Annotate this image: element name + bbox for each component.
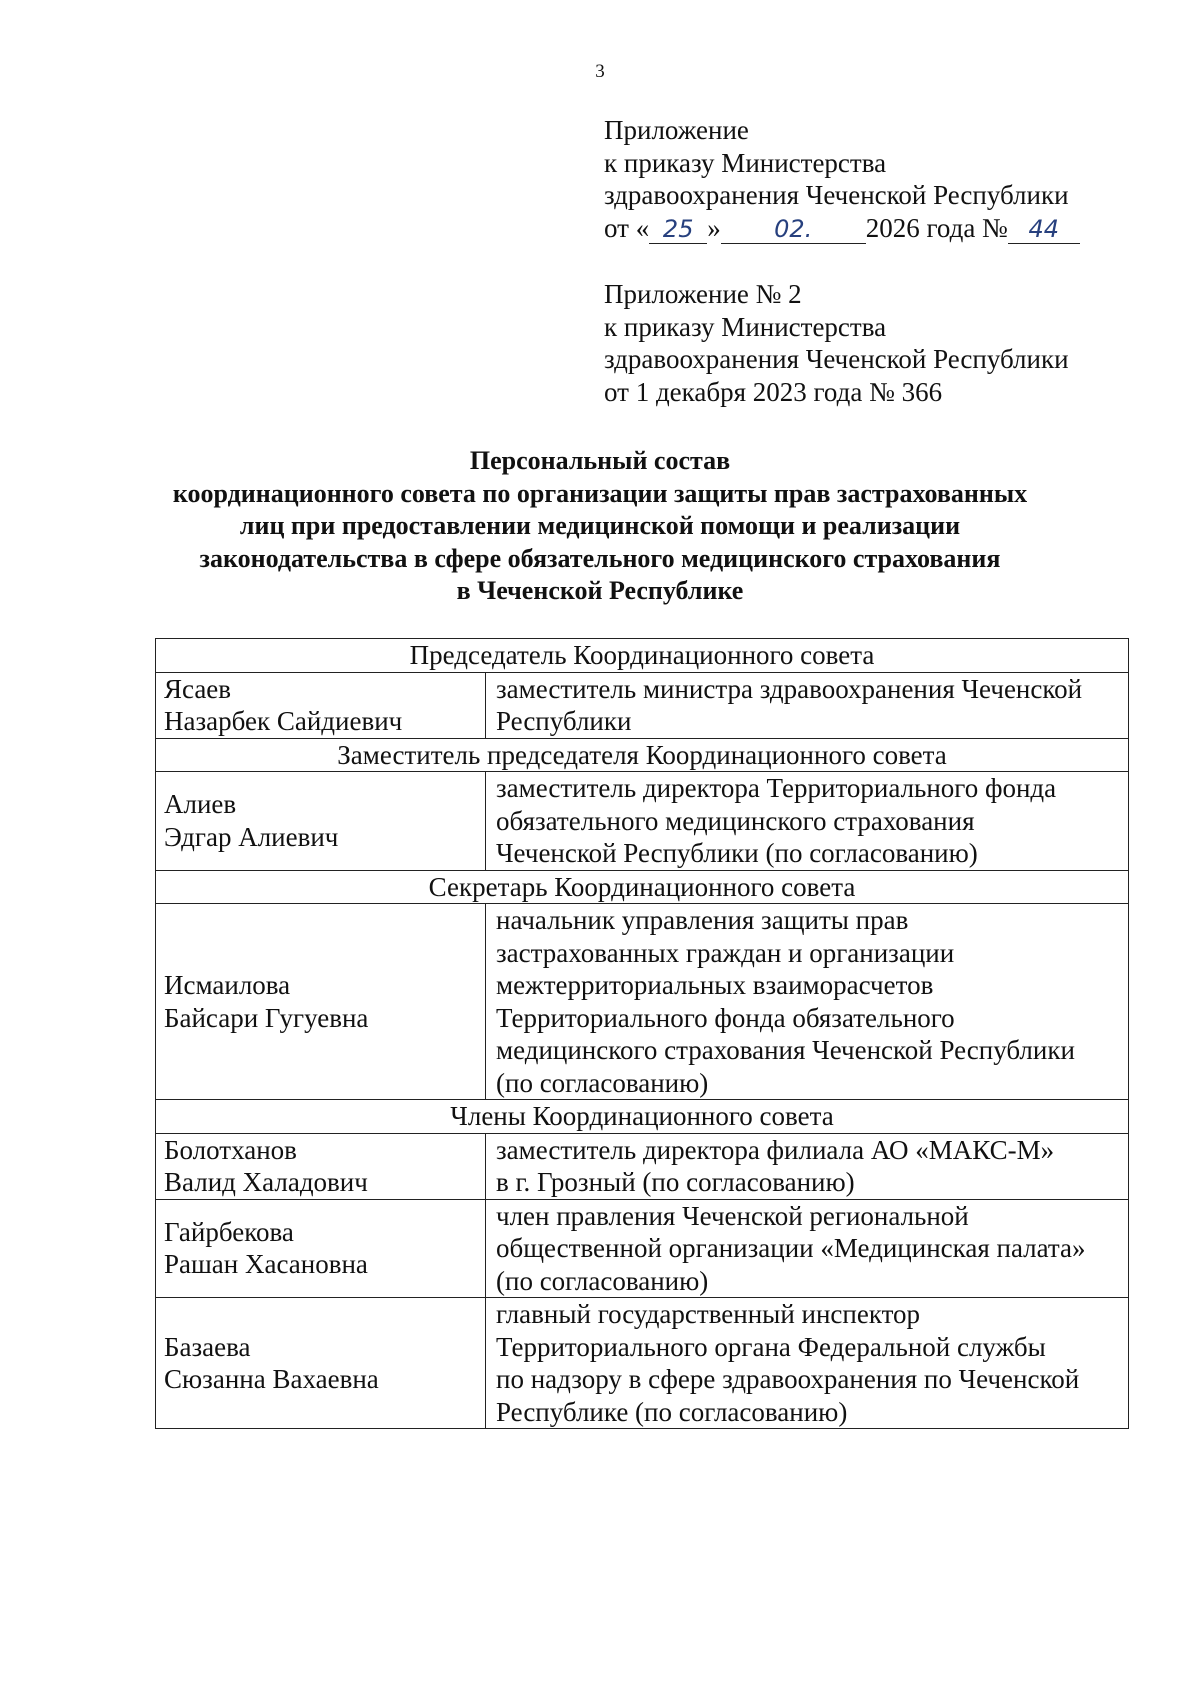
- document-title-line: лиц при предоставлении медицинской помощи и реализации: [239, 511, 961, 540]
- document-title-line: координационного совета по организации защиты прав застрахованных: [172, 478, 1028, 508]
- member-position-cell: [486, 672, 1129, 738]
- date-day-handwritten: 25: [662, 214, 694, 243]
- member-name-cell: [156, 772, 486, 871]
- section-row: [156, 639, 1129, 673]
- member-position-line: начальник управления защиты прав: [496, 905, 909, 935]
- member-position-cell: [486, 904, 1129, 1100]
- appendix-previous-date: от 1 декабря 2023 года № 366: [604, 376, 943, 407]
- member-position-line: заместитель директора Территориального фонда: [496, 773, 1057, 803]
- appendix-ministry: здравоохранения Чеченской Республики: [604, 180, 1069, 210]
- member-position-line: главный государственный инспектор: [496, 1299, 921, 1329]
- appendix-title: Приложение: [604, 115, 749, 145]
- date-quote-close: »: [707, 212, 721, 243]
- member-given-names: Сюзанна Вахаевна: [164, 1364, 379, 1394]
- section-row: [156, 870, 1129, 904]
- table-row: [156, 1133, 1129, 1199]
- section-row: [156, 738, 1129, 772]
- member-position-line: член правления Чеченской региональной: [496, 1200, 969, 1231]
- section-row: [156, 1100, 1129, 1134]
- table-row: [156, 772, 1129, 871]
- member-position-line: Территориального органа Федеральной службы: [496, 1331, 1046, 1362]
- member-position-line: общественной организации «Медицинская палата»: [496, 1233, 1086, 1263]
- appendix-date-line: [604, 212, 1080, 245]
- date-prefix: от «: [604, 212, 650, 243]
- document-title-line: законодательства в сфере обязательного медицинского страхования: [199, 543, 1001, 573]
- member-surname: Болотханов: [164, 1134, 297, 1165]
- member-position-line: по надзору в сфере здравоохранения по Чеченской: [496, 1364, 1080, 1394]
- member-position-line: в г. Грозный (по согласованию): [496, 1167, 855, 1197]
- section-header-deputy: Заместитель председателя Координационного совета: [156, 738, 1129, 772]
- appendix-previous-title: Приложение № 2: [604, 279, 802, 309]
- section-header-members: Члены Координационного совета: [156, 1100, 1129, 1134]
- date-month-handwritten: 02.: [774, 214, 813, 243]
- member-position-line: медицинского страхования Чеченской Республики: [496, 1035, 1075, 1065]
- date-day-field: [649, 214, 707, 244]
- document-title-line: Персональный состав: [469, 446, 731, 475]
- member-position-line: застрахованных граждан и организации: [496, 937, 955, 968]
- member-position-cell: [486, 1199, 1129, 1298]
- appendix-order-ref: к приказу Министерства: [604, 147, 887, 178]
- member-surname: Ясаев: [164, 673, 232, 704]
- member-given-names: Эдгар Алиевич: [164, 821, 339, 852]
- member-name-cell: [156, 1298, 486, 1429]
- member-given-names: Назарбек Сайдиевич: [164, 706, 403, 736]
- member-name-cell: [156, 672, 486, 738]
- member-surname: Алиев: [164, 789, 237, 820]
- member-surname: Исмаилова: [164, 970, 291, 1000]
- order-number-field: [1008, 214, 1080, 244]
- document-title: [0, 445, 1200, 608]
- document-title-line: в Чеченской Республике: [456, 576, 744, 605]
- section-header-secretary: Секретарь Координационного совета: [156, 870, 1129, 904]
- appendix-previous-ministry: здравоохранения Чеченской Республики: [604, 344, 1069, 374]
- member-position-cell: [486, 1133, 1129, 1199]
- member-position-line: Территориального фонда обязательного: [496, 1002, 955, 1033]
- member-position-line: (по согласованию): [496, 1265, 709, 1296]
- member-given-names: Байсари Гугуевна: [164, 1002, 369, 1033]
- member-position-line: (по согласованию): [496, 1067, 709, 1098]
- member-surname: Базаева: [164, 1331, 251, 1362]
- council-composition-table: [155, 638, 1129, 1429]
- section-header-chairman: Председатель Координационного совета: [156, 639, 1129, 673]
- member-name-cell: [156, 1199, 486, 1298]
- member-surname: Гайрбекова: [164, 1216, 294, 1247]
- member-position-cell: [486, 1298, 1129, 1429]
- date-year: 2026 года №: [865, 212, 1008, 243]
- member-position-line: Республики: [496, 706, 632, 736]
- member-given-names: Валид Халадович: [164, 1167, 368, 1197]
- member-position-line: обязательного медицинского страхования: [496, 805, 975, 836]
- order-number-handwritten: 44: [1028, 214, 1060, 243]
- table-row: [156, 1199, 1129, 1298]
- member-position-line: заместитель министра здравоохранения Чеченской: [496, 673, 1083, 704]
- member-position-line: Республике (по согласованию): [496, 1396, 848, 1427]
- table-row: [156, 672, 1129, 738]
- member-given-names: Рашан Хасановна: [164, 1249, 368, 1280]
- appendix-previous-header: [604, 278, 1069, 408]
- member-position-line: Чеченской Республики (по согласованию): [496, 838, 978, 868]
- member-position-line: заместитель директора филиала АО «МАКС-М»: [496, 1134, 1055, 1165]
- member-name-cell: [156, 1133, 486, 1199]
- member-name-cell: [156, 904, 486, 1100]
- appendix-current-header: [604, 114, 1080, 244]
- table-row: [156, 1298, 1129, 1429]
- appendix-previous-order-ref: к приказу Министерства: [604, 311, 887, 342]
- page-number: 3: [595, 61, 605, 82]
- member-position-cell: [486, 772, 1129, 871]
- table-row: [156, 904, 1129, 1100]
- member-position-line: межтерриториальных взаиморасчетов: [496, 970, 934, 1000]
- date-month-field: [721, 214, 866, 244]
